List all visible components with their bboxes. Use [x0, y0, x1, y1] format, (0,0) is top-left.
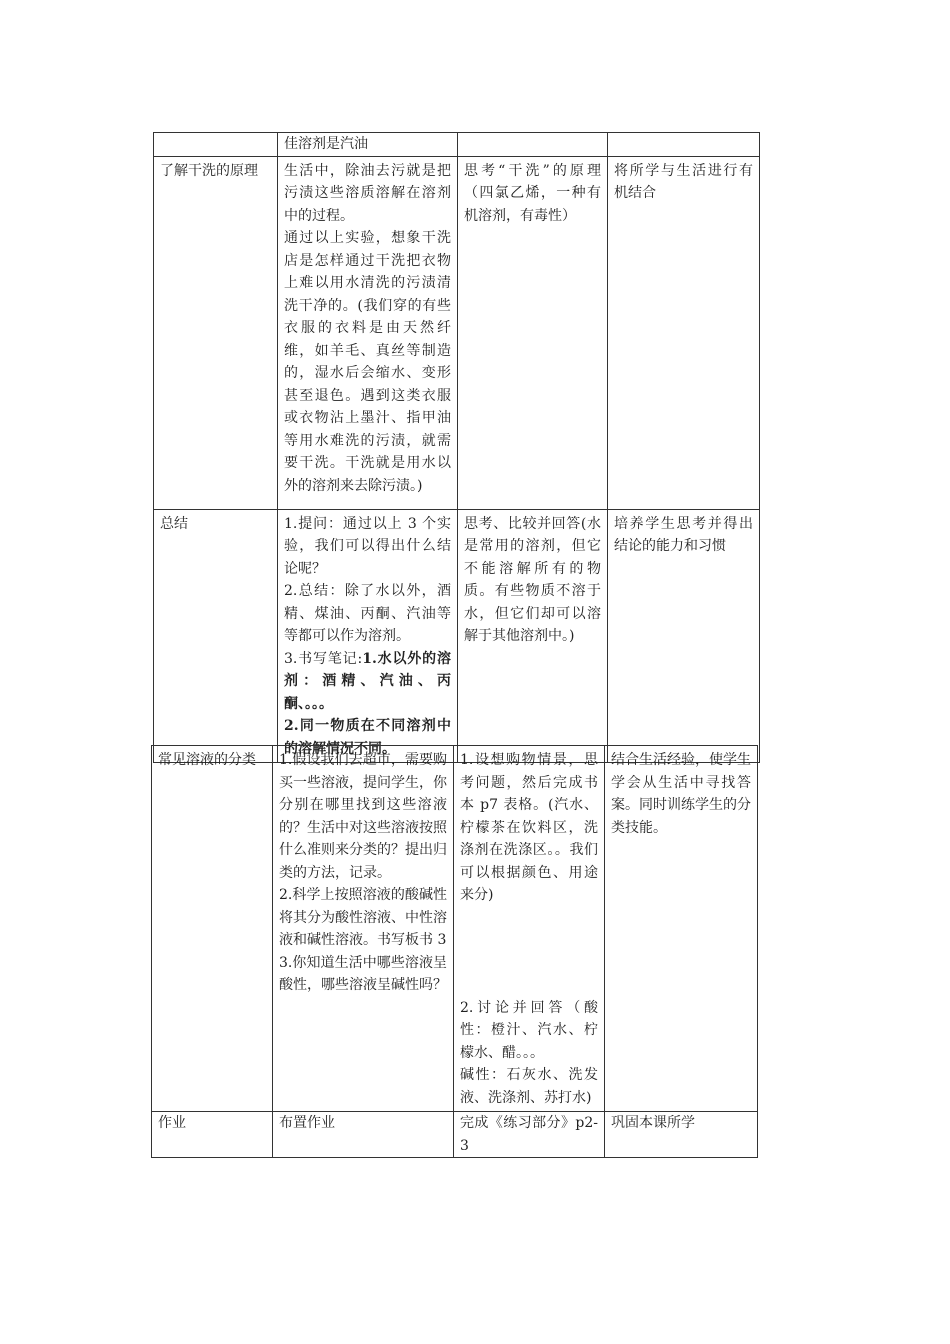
table-cell: 佳溶剂是汽油 — [278, 133, 458, 157]
design-intent-cell: 巩固本课所学 — [605, 1112, 758, 1158]
student-activity-cell: 思考、比较并回答(水是常用的溶剂，但它不能溶解所有的物质。有些物质不溶于水，但它们却可以溶解于其他溶剂中。) — [458, 509, 608, 763]
teacher-activity-cell — [278, 509, 458, 763]
design-intent-cell: 培养学生思考并得出结论的能力和习惯 — [608, 509, 760, 763]
topic-cell: 作业 — [152, 1112, 273, 1158]
bold-note: 1.水以外的溶剂：酒精、汽油、丙酮、。。。 — [284, 650, 451, 712]
notes-prefix: 3.书写笔记: — [284, 650, 363, 667]
table-row — [154, 509, 760, 763]
student-activity-cell — [454, 746, 605, 1112]
student-activity-cell: 思考“干洗”的原理（四氯乙烯，一种有机溶剂，有毒性） — [458, 156, 608, 509]
table-row — [152, 1112, 758, 1158]
paragraph: 通过以上实验，想象干洗店是怎样通过干洗把衣物上难以用水清洗的污渍清洗干净的。(我们穿的有些衣服的衣料是由天然纤维，如羊毛、真丝等制造的，湿水后会缩水、变形甚至退色。遇到这类衣服或衣物沾上墨汁、指甲油等用水难洗的污渍，就需要干洗。干洗就是用水以外的溶剂来去除污渍。) — [284, 230, 451, 494]
table-cell — [154, 133, 278, 157]
paragraph — [284, 648, 451, 716]
teacher-activity-cell — [273, 746, 454, 1112]
paragraph: 1.设想购物情景，思考问题，然后完成书本 p7 表格。(汽水、柠檬茶在饮料区，洗涤剂在洗涤区。。我们可以根据颜色、用途来分) — [460, 752, 598, 903]
table-row — [154, 133, 760, 157]
table-row — [154, 156, 760, 509]
lesson-plan-table-bottom — [151, 745, 758, 1158]
teacher-activity-cell: 布置作业 — [273, 1112, 454, 1158]
table-cell — [458, 133, 608, 157]
table-cell — [608, 133, 760, 157]
paragraph: 1.假设我们去超市，需要购买一些溶液，提问学生，你分别在哪里找到这些溶液的？生活中对这些溶液按照什么准则来分类的？提出归类的方法，记录。 — [279, 752, 447, 881]
teacher-activity-cell — [278, 156, 458, 509]
bold-note: 2.同一物质在不同溶剂中的溶解情况不同。 — [284, 718, 451, 757]
topic-cell: 常见溶液的分类 — [152, 746, 273, 1112]
topic-cell: 总结 — [154, 509, 278, 763]
design-intent-cell: 结合生活经验，使学生学会从生活中寻找答案。同时训练学生的分类技能。 — [605, 746, 758, 1112]
paragraph: 2.讨论并回答（酸性：橙汁、汽水、柠檬水、醋。。。 — [460, 999, 598, 1061]
table-row — [152, 746, 758, 1112]
paragraph: 2.科学上按照溶液的酸碱性将其分为酸性溶液、中性溶液和碱性溶液。书写板书 3 — [279, 887, 447, 948]
lesson-plan-table-top — [153, 132, 760, 763]
paragraph: 2.总结：除了水以外，酒精、煤油、丙酮、汽油等等都可以作为溶剂。 — [284, 583, 451, 644]
paragraph: 1.提问：通过以上 3 个实验，我们可以得出什么结论呢？ — [284, 515, 451, 577]
design-intent-cell: 将所学与生活进行有机结合 — [608, 156, 760, 509]
paragraph: 3.你知道生活中哪些溶液呈酸性，哪些溶液呈碱性吗？ — [279, 954, 447, 993]
paragraph: 碱性：石灰水、洗发液、洗涤剂、苏打水) — [460, 1067, 598, 1106]
student-activity-cell: 完成《练习部分》p2-3 — [454, 1112, 605, 1158]
paragraph: 生活中，除油去污就是把污渍这些溶质溶解在溶剂中的过程。 — [284, 162, 451, 224]
topic-cell: 了解干洗的原理 — [154, 156, 278, 509]
